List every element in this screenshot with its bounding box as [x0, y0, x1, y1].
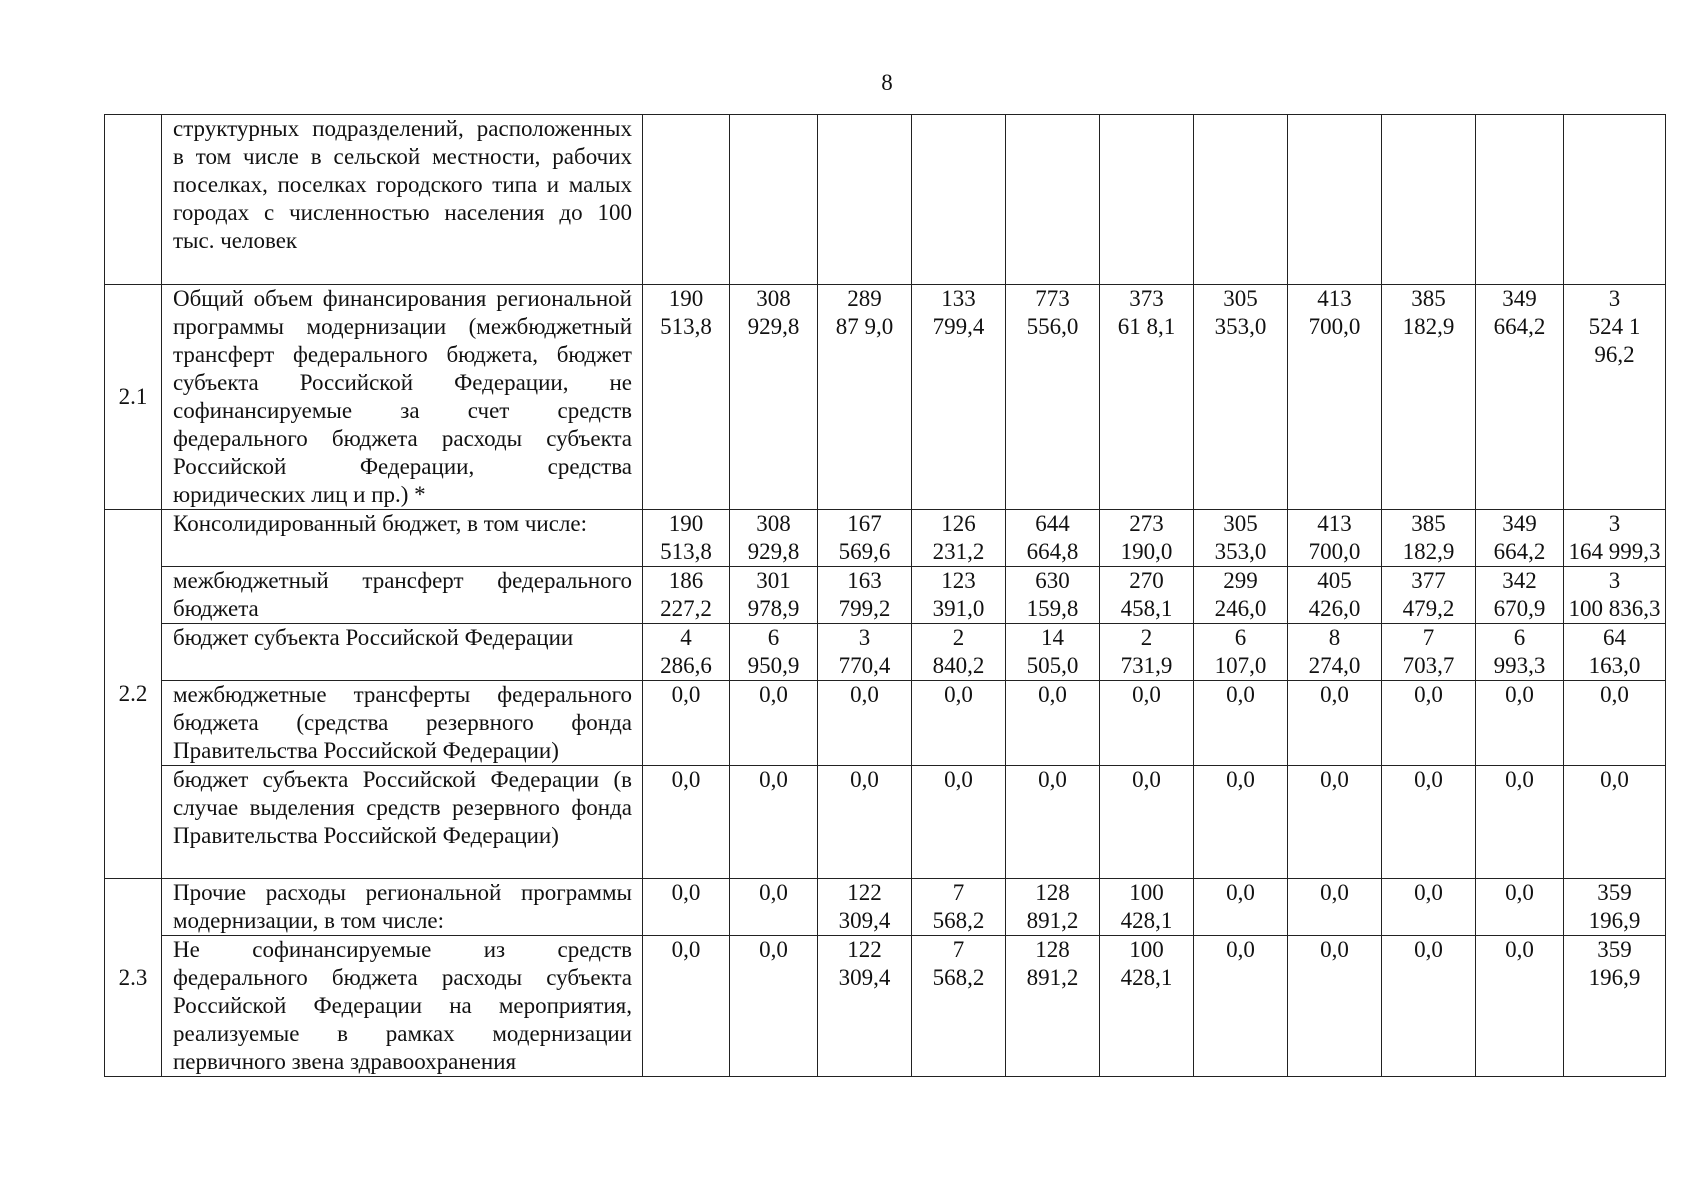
- value-cell: 100 428,1: [1100, 879, 1194, 936]
- value-cell: 100 428,1: [1100, 936, 1194, 1077]
- value-cell: 6 993,3: [1476, 624, 1564, 681]
- value-cell: 630 159,8: [1006, 567, 1100, 624]
- value-cell: 0,0: [1476, 879, 1564, 936]
- value-cell: 0,0: [1382, 681, 1476, 766]
- value-cell: 3 100 836,3: [1564, 567, 1666, 624]
- value-cell: 2 840,2: [912, 624, 1006, 681]
- value-cell: 167 569,6: [818, 510, 912, 567]
- value-cell: 0,0: [643, 681, 730, 766]
- value-cell: 385 182,9: [1382, 285, 1476, 510]
- value-cell: 0,0: [818, 681, 912, 766]
- value-cell: 3 524 1 96,2: [1564, 285, 1666, 510]
- value-cell: 14 505,0: [1006, 624, 1100, 681]
- value-cell: 405 426,0: [1288, 567, 1382, 624]
- value-cell: 122 309,4: [818, 936, 912, 1077]
- value-cell: 0,0: [643, 766, 730, 879]
- value-cell: 4 286,6: [643, 624, 730, 681]
- value-cell: 0,0: [643, 936, 730, 1077]
- row-description: межбюджетный трансферт федерального бюджета: [162, 567, 643, 624]
- value-cell: 342 670,9: [1476, 567, 1564, 624]
- value-cell: [1382, 115, 1476, 285]
- row-description: структурных подразделений, расположенных в том числе в сельской местности, рабочих поселках, поселках городского типа и малых городах с численностью населения до 100 тыс. человек: [162, 115, 643, 285]
- value-cell: 0,0: [912, 681, 1006, 766]
- value-cell: 64 163,0: [1564, 624, 1666, 681]
- row-description: Прочие расходы региональной программы модернизации, в том числе:: [162, 879, 643, 936]
- value-cell: 8 274,0: [1288, 624, 1382, 681]
- value-cell: 289 87 9,0: [818, 285, 912, 510]
- value-cell: 0,0: [643, 879, 730, 936]
- value-cell: 0,0: [730, 879, 818, 936]
- value-cell: 2 731,9: [1100, 624, 1194, 681]
- value-cell: 413 700,0: [1288, 285, 1382, 510]
- value-cell: 0,0: [1006, 766, 1100, 879]
- value-cell: 123 391,0: [912, 567, 1006, 624]
- value-cell: 644 664,8: [1006, 510, 1100, 567]
- financing-table: [104, 114, 1666, 1077]
- value-cell: 3 164 999,3: [1564, 510, 1666, 567]
- table-row: [105, 766, 1666, 879]
- value-cell: 0,0: [818, 766, 912, 879]
- row-description: Общий объем финансирования региональной программы модернизации (межбюджетный трансферт федерального бюджета, бюджет субъекта Российской Федерации, не софинансируемые за счет средств федерального бюджета расходы субъекта Российской Федерации, средства юридических лиц и пр.) *: [162, 285, 643, 510]
- value-cell: 0,0: [1194, 879, 1288, 936]
- value-cell: 3 770,4: [818, 624, 912, 681]
- value-cell: 299 246,0: [1194, 567, 1288, 624]
- value-cell: [730, 115, 818, 285]
- value-cell: 190 513,8: [643, 510, 730, 567]
- value-cell: 0,0: [1382, 936, 1476, 1077]
- row-description: межбюджетные трансферты федерального бюджета (средства резервного фонда Правительства Российской Федерации): [162, 681, 643, 766]
- table-row: [105, 115, 1666, 285]
- value-cell: [1006, 115, 1100, 285]
- value-cell: 308 929,8: [730, 510, 818, 567]
- value-cell: [1476, 115, 1564, 285]
- table-row: [105, 681, 1666, 766]
- value-cell: 0,0: [1194, 681, 1288, 766]
- row-description: бюджет субъекта Российской Федерации (в случае выделения средств резервного фонда Правительства Российской Федерации): [162, 766, 643, 879]
- table-row: [105, 624, 1666, 681]
- value-cell: 308 929,8: [730, 285, 818, 510]
- value-cell: 128 891,2: [1006, 936, 1100, 1077]
- value-cell: 359 196,9: [1564, 879, 1666, 936]
- row-number: 2.3: [105, 879, 162, 1077]
- row-number: 2.2: [105, 510, 162, 879]
- value-cell: 0,0: [1194, 936, 1288, 1077]
- value-cell: 186 227,2: [643, 567, 730, 624]
- table-row: [105, 510, 1666, 567]
- value-cell: 349 664,2: [1476, 285, 1564, 510]
- value-cell: 7 568,2: [912, 936, 1006, 1077]
- table-row: [105, 879, 1666, 936]
- value-cell: 0,0: [1288, 766, 1382, 879]
- table-row: [105, 936, 1666, 1077]
- value-cell: 385 182,9: [1382, 510, 1476, 567]
- value-cell: 0,0: [1100, 766, 1194, 879]
- value-cell: 349 664,2: [1476, 510, 1564, 567]
- value-cell: 128 891,2: [1006, 879, 1100, 936]
- row-number: 2.1: [105, 285, 162, 510]
- value-cell: 0,0: [1476, 936, 1564, 1077]
- table-row: [105, 567, 1666, 624]
- value-cell: [1564, 115, 1666, 285]
- value-cell: [912, 115, 1006, 285]
- value-cell: 359 196,9: [1564, 936, 1666, 1077]
- value-cell: 0,0: [1288, 681, 1382, 766]
- value-cell: [1288, 115, 1382, 285]
- value-cell: 6 107,0: [1194, 624, 1288, 681]
- row-description: бюджет субъекта Российской Федерации: [162, 624, 643, 681]
- value-cell: 122 309,4: [818, 879, 912, 936]
- value-cell: 0,0: [1288, 879, 1382, 936]
- value-cell: 7 703,7: [1382, 624, 1476, 681]
- value-cell: 270 458,1: [1100, 567, 1194, 624]
- value-cell: 126 231,2: [912, 510, 1006, 567]
- value-cell: 0,0: [1288, 936, 1382, 1077]
- value-cell: 0,0: [730, 766, 818, 879]
- table-row: [105, 285, 1666, 510]
- value-cell: 0,0: [1476, 681, 1564, 766]
- value-cell: 305 353,0: [1194, 510, 1288, 567]
- value-cell: 0,0: [1100, 681, 1194, 766]
- value-cell: [818, 115, 912, 285]
- value-cell: 0,0: [1564, 681, 1666, 766]
- value-cell: 0,0: [730, 936, 818, 1077]
- value-cell: 0,0: [1382, 766, 1476, 879]
- row-description: Консолидированный бюджет, в том числе:: [162, 510, 643, 567]
- value-cell: 0,0: [1194, 766, 1288, 879]
- value-cell: 0,0: [730, 681, 818, 766]
- value-cell: [1194, 115, 1288, 285]
- value-cell: 0,0: [1382, 879, 1476, 936]
- value-cell: 305 353,0: [1194, 285, 1288, 510]
- value-cell: 7 568,2: [912, 879, 1006, 936]
- value-cell: 413 700,0: [1288, 510, 1382, 567]
- value-cell: 6 950,9: [730, 624, 818, 681]
- value-cell: 163 799,2: [818, 567, 912, 624]
- value-cell: 190 513,8: [643, 285, 730, 510]
- value-cell: 773 556,0: [1006, 285, 1100, 510]
- value-cell: 377 479,2: [1382, 567, 1476, 624]
- value-cell: [643, 115, 730, 285]
- row-description: Не софинансируемые из средств федерального бюджета расходы субъекта Российской Федерации на мероприятия, реализуемые в рамках модернизации первичного звена здравоохранения: [162, 936, 643, 1077]
- value-cell: 0,0: [1476, 766, 1564, 879]
- value-cell: [1100, 115, 1194, 285]
- value-cell: 0,0: [1006, 681, 1100, 766]
- value-cell: 373 61 8,1: [1100, 285, 1194, 510]
- value-cell: 301 978,9: [730, 567, 818, 624]
- value-cell: 133 799,4: [912, 285, 1006, 510]
- page-number: 8: [881, 70, 893, 95]
- value-cell: 273 190,0: [1100, 510, 1194, 567]
- value-cell: 0,0: [1564, 766, 1666, 879]
- value-cell: 0,0: [912, 766, 1006, 879]
- row-number: [105, 115, 162, 285]
